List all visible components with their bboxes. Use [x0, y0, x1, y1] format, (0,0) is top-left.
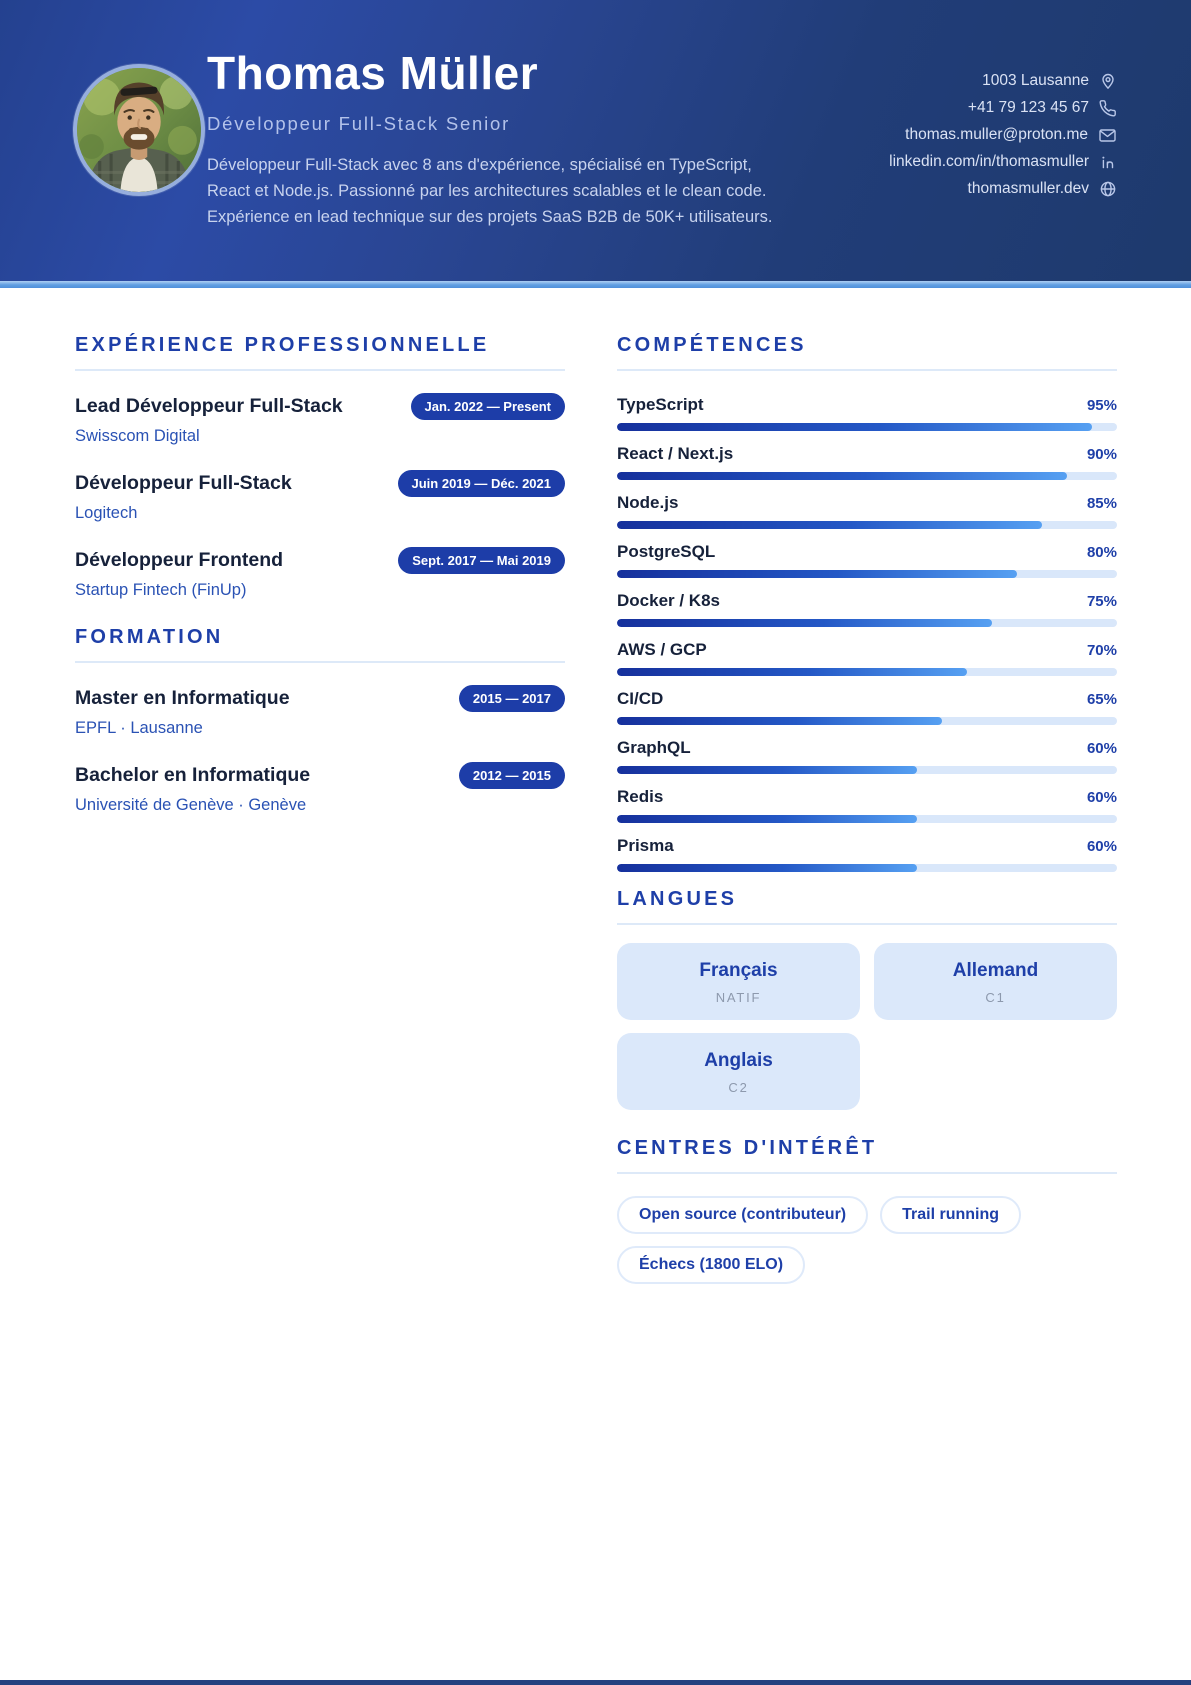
skills-heading: COMPÉTENCES — [617, 334, 1117, 371]
phone-icon — [1099, 99, 1117, 117]
contact-website-label: thomasmuller.dev — [967, 180, 1089, 197]
skill-bar-track — [617, 619, 1117, 627]
skill-percent: 85% — [1086, 495, 1117, 512]
entry-top-row — [75, 395, 565, 420]
skill-item — [617, 640, 1117, 676]
skill-bar-fill — [617, 766, 917, 774]
entry-item — [75, 764, 565, 815]
skill-item — [617, 689, 1117, 725]
skill-percent: 60% — [1086, 789, 1117, 806]
entry-top-row — [75, 472, 565, 497]
skill-percent: 75% — [1086, 593, 1117, 610]
skill-name: Prisma — [617, 836, 674, 855]
languages-heading: LANGUES — [617, 888, 1117, 925]
entry-top-row — [75, 687, 565, 712]
language-card — [617, 943, 860, 1020]
education-heading: FORMATION — [75, 626, 565, 663]
interest-tag: Échecs (1800 ELO) — [617, 1246, 805, 1284]
skill-label-row — [617, 836, 1117, 856]
skill-bar-fill — [617, 864, 917, 872]
skill-bar-fill — [617, 521, 1042, 529]
entry-item — [75, 472, 565, 523]
skill-percent: 65% — [1086, 691, 1117, 708]
skill-name: TypeScript — [617, 395, 704, 414]
skill-name: Docker / K8s — [617, 591, 720, 610]
profile-summary: Développeur Full-Stack avec 8 ans d'expérience, spécialisé en TypeScript, React et Node.js. Passionné par les architectures scalables et le clean code. Expérience en lead technique sur des projets SaaS B2B de 50K+ utilisateurs. — [207, 155, 773, 227]
main-content — [0, 288, 1191, 1284]
entry-top-row — [75, 549, 565, 574]
contact-phone[interactable] — [968, 99, 1117, 117]
interest-tag: Open source (contributeur) — [617, 1196, 868, 1234]
skill-bar-fill — [617, 472, 1067, 480]
contact-email[interactable] — [905, 126, 1117, 144]
entry-organization: Startup Fintech (FinUp) — [75, 581, 247, 599]
entry-item — [75, 395, 565, 446]
skill-name: PostgreSQL — [617, 542, 716, 561]
skill-percent: 60% — [1086, 740, 1117, 757]
page-title: Thomas Müller — [207, 47, 539, 99]
skill-bar-fill — [617, 619, 992, 627]
skill-percent: 90% — [1086, 446, 1117, 463]
skill-bar-fill — [617, 815, 917, 823]
email-icon — [1098, 126, 1117, 144]
profile-photo-illustration — [77, 68, 201, 192]
skill-name: Redis — [617, 787, 664, 806]
interests-list — [617, 1196, 1117, 1284]
entry-title: Bachelor en Informatique — [75, 764, 311, 786]
languages-grid — [617, 943, 1117, 1110]
entry-organization: EPFL · Lausanne — [75, 719, 203, 737]
entry-organization: Université de Genève · Genève — [75, 796, 307, 814]
skill-name: GraphQL — [617, 738, 691, 757]
education-list — [75, 687, 565, 815]
skill-bar-track — [617, 668, 1117, 676]
skill-item — [617, 493, 1117, 529]
entry-top-row — [75, 764, 565, 789]
skill-label-row — [617, 787, 1117, 807]
contact-location-label: 1003 Lausanne — [982, 72, 1089, 89]
section-education — [75, 626, 565, 815]
skill-bar-track — [617, 717, 1117, 725]
language-name: Français — [699, 960, 778, 981]
interest-tag: Trail running — [880, 1196, 1021, 1234]
language-level: NATIF — [715, 990, 762, 1005]
skill-name: CI/CD — [617, 689, 664, 708]
date-badge: Sept. 2017 — Mai 2019 — [398, 547, 565, 574]
entry-title: Master en Informatique — [75, 687, 290, 709]
skill-bar-track — [617, 423, 1117, 431]
contact-website[interactable] — [968, 180, 1117, 198]
section-experience — [75, 334, 565, 600]
skill-bar-fill — [617, 423, 1092, 431]
date-badge: 2012 — 2015 — [459, 762, 565, 789]
contact-list — [889, 72, 1117, 198]
contact-email-label: thomas.muller@proton.me — [905, 126, 1088, 143]
skill-item — [617, 444, 1117, 480]
skill-bar-track — [617, 521, 1117, 529]
header-accent-strip — [0, 281, 1191, 288]
skill-name: Node.js — [617, 493, 679, 512]
skill-label-row — [617, 542, 1117, 562]
skill-bar-track — [617, 570, 1117, 578]
skill-item — [617, 836, 1117, 872]
header — [0, 0, 1191, 281]
section-interests — [617, 1137, 1117, 1284]
profile-photo — [73, 64, 205, 196]
language-card — [874, 943, 1117, 1020]
section-languages — [617, 888, 1117, 1110]
language-name: Allemand — [952, 960, 1039, 981]
skill-item — [617, 787, 1117, 823]
date-badge: Jan. 2022 — Present — [411, 393, 565, 420]
skill-bar-track — [617, 815, 1117, 823]
right-column — [617, 334, 1117, 1284]
skill-item — [617, 591, 1117, 627]
skill-percent: 60% — [1086, 838, 1117, 855]
skill-item — [617, 542, 1117, 578]
bottom-accent-bar — [0, 1680, 1191, 1685]
location-pin-icon — [1099, 72, 1117, 90]
skill-label-row — [617, 689, 1117, 709]
globe-icon — [1099, 180, 1117, 198]
language-level: C1 — [985, 990, 1006, 1005]
skill-bar-track — [617, 472, 1117, 480]
language-name: Anglais — [704, 1050, 773, 1071]
skill-bar-track — [617, 766, 1117, 774]
contact-linkedin[interactable] — [889, 153, 1117, 171]
skill-label-row — [617, 640, 1117, 660]
language-card — [617, 1033, 860, 1110]
skill-item — [617, 395, 1117, 431]
language-level: C2 — [728, 1080, 749, 1095]
skill-label-row — [617, 738, 1117, 758]
entry-title: Développeur Frontend — [75, 549, 284, 571]
interests-heading: CENTRES D'INTÉRÊT — [617, 1137, 1117, 1174]
entry-title: Développeur Full-Stack — [75, 472, 292, 494]
skill-bar-fill — [617, 570, 1017, 578]
date-badge: Juin 2019 — Déc. 2021 — [398, 470, 565, 497]
skill-name: React / Next.js — [617, 444, 734, 463]
section-skills — [617, 334, 1117, 872]
entry-item — [75, 687, 565, 738]
skill-percent: 80% — [1086, 544, 1117, 561]
skill-bar-track — [617, 864, 1117, 872]
experience-list — [75, 395, 565, 600]
entry-organization: Swisscom Digital — [75, 427, 200, 445]
contact-phone-label: +41 79 123 45 67 — [967, 99, 1089, 116]
skill-percent: 70% — [1086, 642, 1117, 659]
left-column — [75, 334, 565, 1284]
entry-title: Lead Développeur Full-Stack — [75, 395, 343, 417]
skill-label-row — [617, 395, 1117, 415]
skill-bar-fill — [617, 717, 942, 725]
skills-list — [617, 395, 1117, 872]
skill-name: AWS / GCP — [617, 640, 707, 659]
contact-location[interactable] — [982, 72, 1117, 90]
skill-label-row — [617, 444, 1117, 464]
skill-item — [617, 738, 1117, 774]
skill-percent: 95% — [1086, 397, 1117, 414]
date-badge: 2015 — 2017 — [459, 685, 565, 712]
linkedin-icon — [1099, 153, 1117, 171]
skill-bar-fill — [617, 668, 967, 676]
job-title-header: Développeur Full-Stack Senior — [207, 112, 511, 134]
skill-label-row — [617, 591, 1117, 611]
contact-linkedin-label: linkedin.com/in/thomasmuller — [889, 153, 1089, 170]
entry-organization: Logitech — [75, 504, 138, 522]
skill-label-row — [617, 493, 1117, 513]
experience-heading: EXPÉRIENCE PROFESSIONNELLE — [75, 334, 565, 371]
entry-item — [75, 549, 565, 600]
